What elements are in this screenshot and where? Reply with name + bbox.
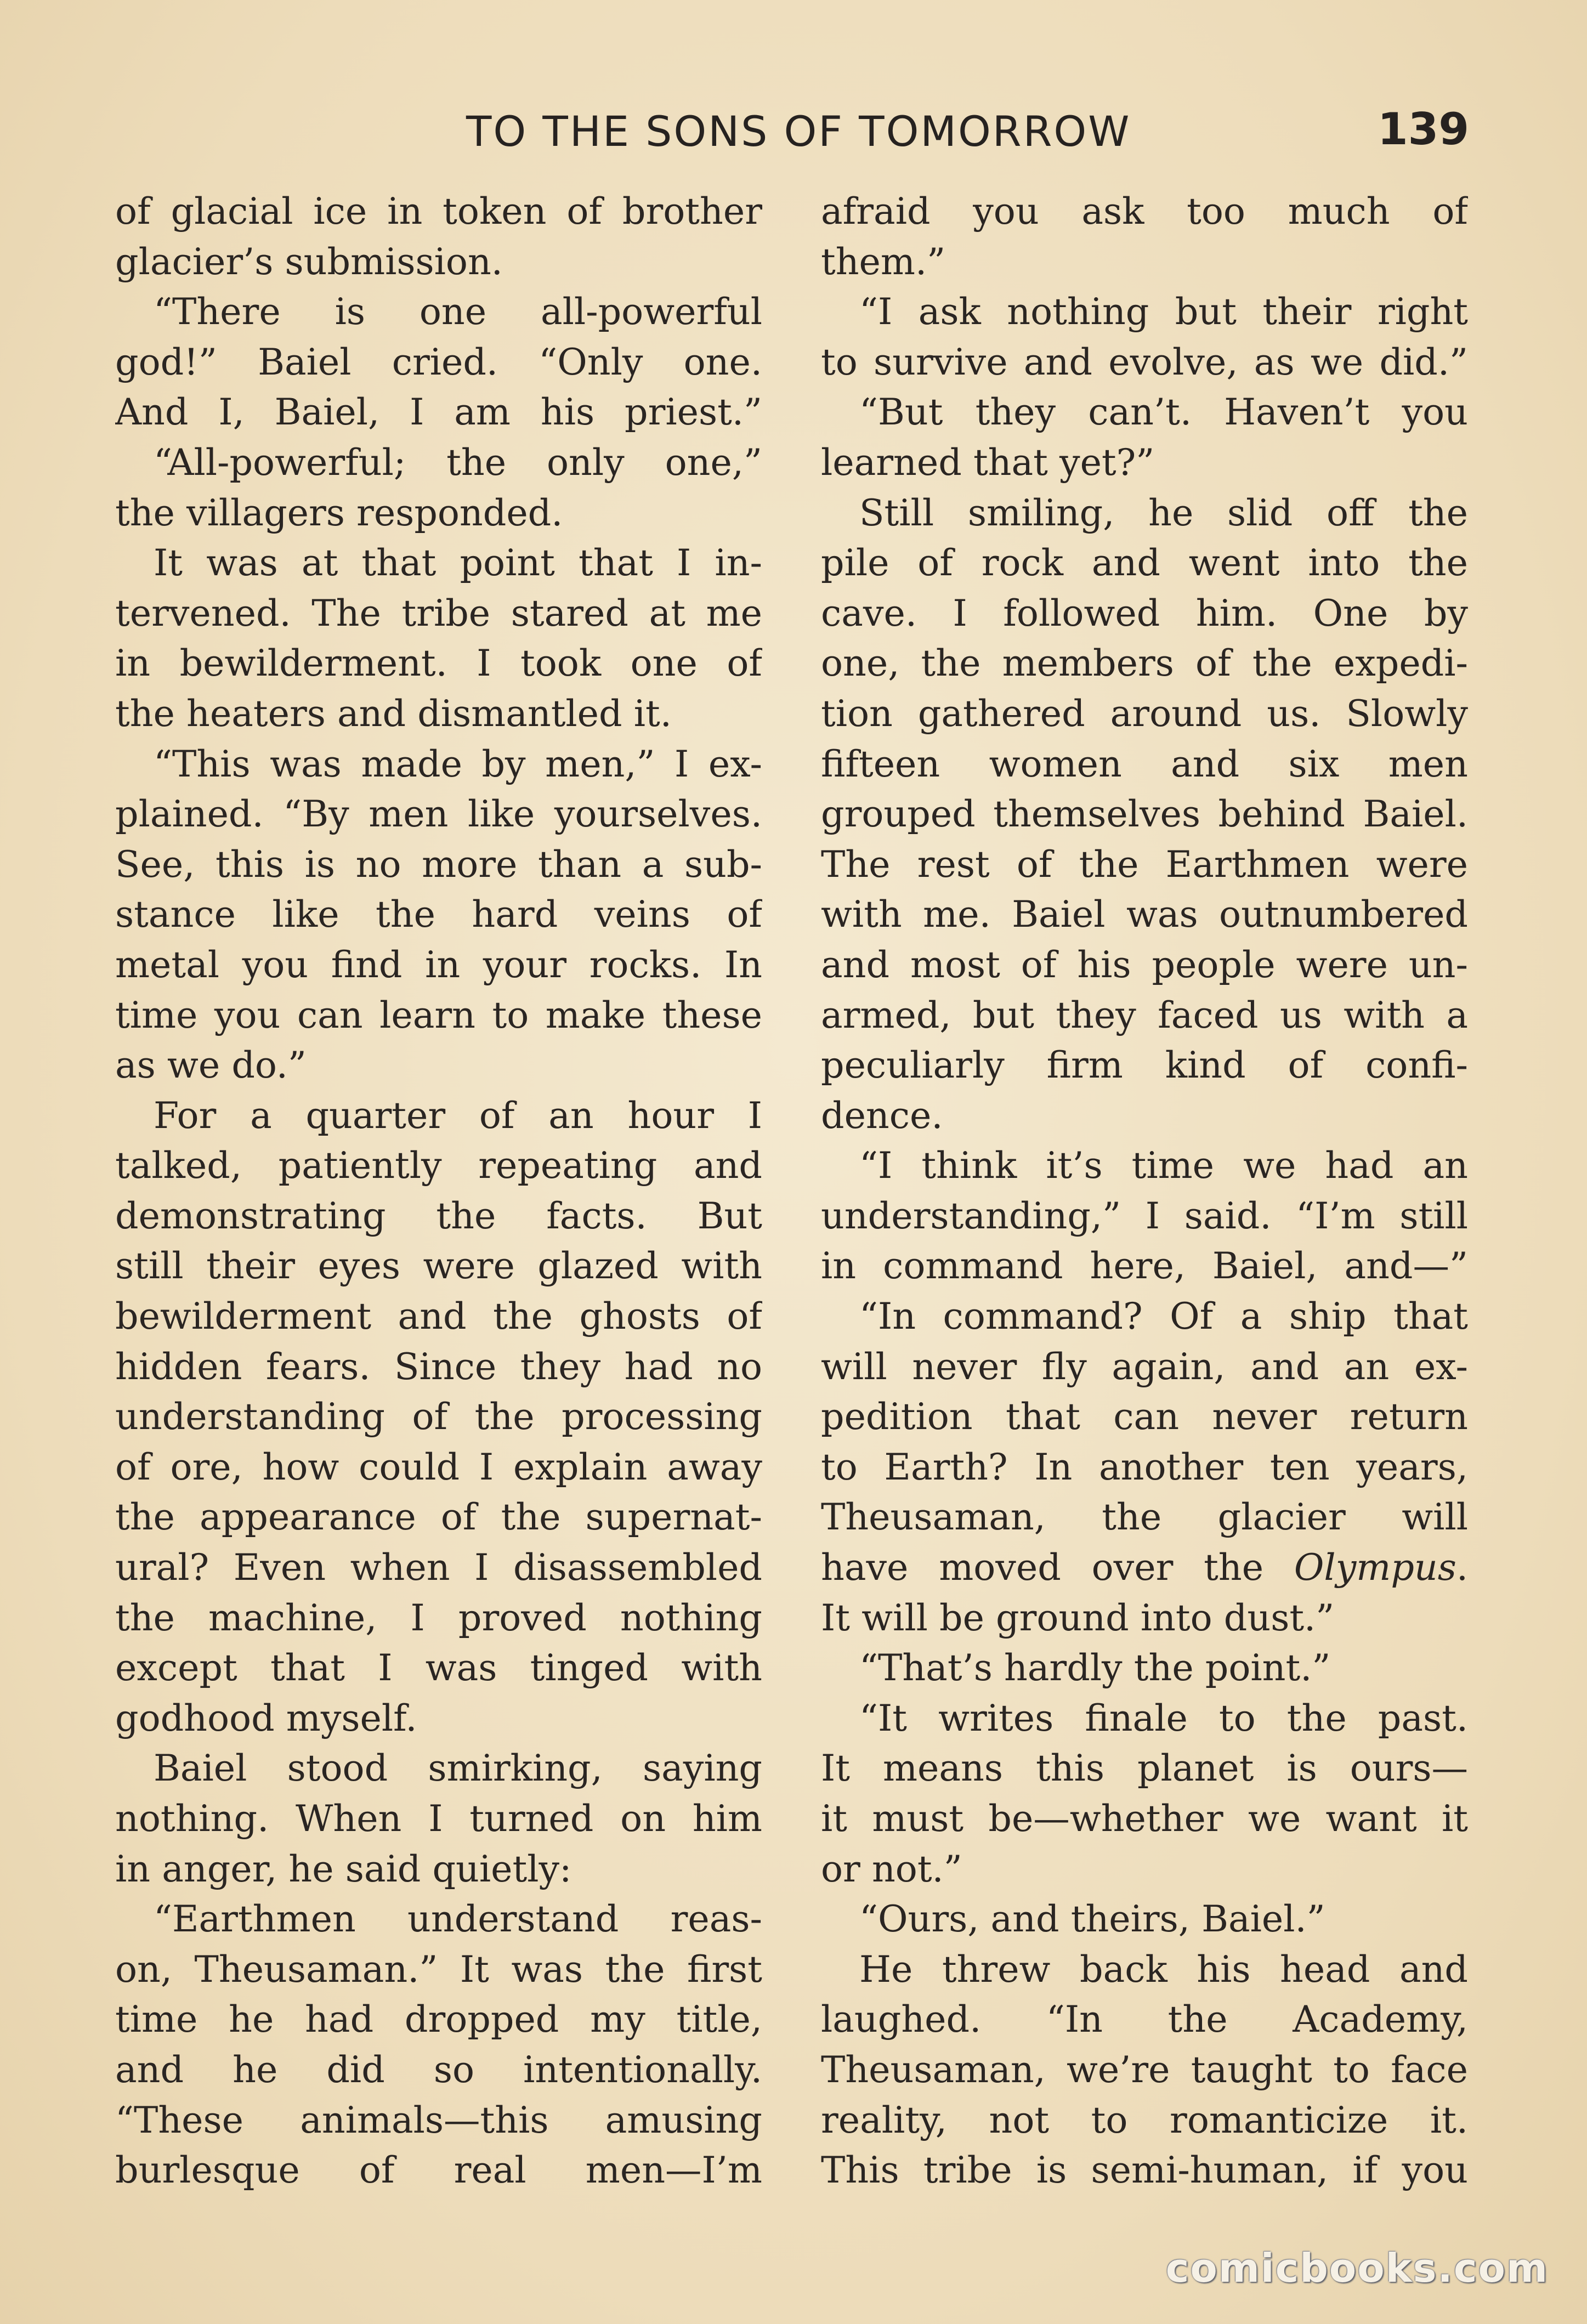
text-line: “I think it’s time we had an [859, 1144, 1468, 1187]
text-line: And I, Baiel, I am his priest.” [115, 390, 762, 434]
watermark-logo: comicbooks.com [1165, 2245, 1549, 2291]
text-line: stance like the hard veins of [115, 893, 762, 936]
text-line: will never fly again, and an ex- [821, 1345, 1468, 1388]
text-line: “I ask nothing but their right [859, 290, 1468, 333]
ship-name: Olympus [1294, 1546, 1456, 1589]
text-line: one, the members of the expedi- [821, 642, 1468, 685]
text-line: “But they can’t. Haven’t you [859, 390, 1468, 434]
text-line: in command here, Baiel, and—” [821, 1244, 1468, 1288]
text-line: godhood myself. [115, 1696, 417, 1739]
text-line: pedition that can never return [821, 1395, 1468, 1438]
text-line: It will be ground into dust.” [821, 1596, 1335, 1639]
text-line: bewilderment and the ghosts of [115, 1295, 762, 1338]
text-line: burlesque of real men—I’m [115, 2149, 762, 2192]
text-line: tervened. The tribe stared at me [115, 591, 762, 634]
text-line: “All-powerful; the only one,” [154, 440, 762, 484]
text-line: tion gathered around us. Slowly [821, 691, 1468, 735]
text-line: to Earth? In another ten years, [821, 1445, 1468, 1488]
text-line: of glacial ice in token of brother [115, 190, 762, 233]
text-line: “Ours, and theirs, Baiel.” [859, 1897, 1325, 1941]
text-line: as we do.” [115, 1044, 307, 1087]
text-line: to survive and evolve, as we did.” [821, 340, 1468, 383]
text-line: on, Theusaman.” It was the first [115, 1947, 762, 1991]
text-line: “There is one all-powerful [154, 290, 762, 333]
text-line: glacier’s submission. [115, 240, 503, 283]
text-line: armed, but they faced us with a [821, 993, 1468, 1036]
text-line: Still smiling, he slid off the [859, 491, 1468, 534]
text-line: See, this is no more than a sub- [115, 842, 762, 886]
text-line: peculiarly firm kind of confi- [821, 1044, 1468, 1087]
text-line: afraid you ask too much of [821, 190, 1468, 233]
text-line: cave. I followed him. One by [821, 591, 1468, 634]
text-line: “That’s hardly the point.” [859, 1646, 1331, 1690]
text-line: with me. Baiel was outnumbered [821, 893, 1468, 936]
text-line: still their eyes were glazed with [115, 1244, 762, 1288]
right-text-column [821, 186, 1468, 2196]
text-line: in bewilderment. I took one of [115, 642, 762, 685]
text-line: “It writes finale to the past. [859, 1696, 1468, 1739]
text-line: and he did so intentionally. [115, 2048, 762, 2091]
text-line: demonstrating the facts. But [115, 1194, 762, 1237]
text-line: It means this planet is ours— [821, 1747, 1468, 1790]
text-line: talked, patiently repeating and [115, 1144, 762, 1187]
text-line: “Earthmen understand reas- [154, 1897, 762, 1941]
text-line: learned that yet?” [821, 440, 1155, 484]
text-line: the appearance of the supernat- [115, 1495, 762, 1539]
text-line: fifteen women and six men [821, 742, 1468, 785]
text-line: god!” Baiel cried. “Only one. [115, 340, 762, 383]
text-line: the machine, I proved nothing [115, 1596, 762, 1639]
text-line: except that I was tinged with [115, 1646, 762, 1690]
running-title: TO THE SONS OF TOMORROW [466, 107, 1131, 156]
text-line: grouped themselves behind Baiel. [821, 792, 1468, 836]
text-line: them.” [821, 240, 946, 283]
text-line: Baiel stood smirking, saying [154, 1747, 762, 1790]
text-line: reality, not to romanticize it. [821, 2098, 1468, 2141]
text-line: in anger, he said quietly: [115, 1847, 572, 1890]
text-line: pile of rock and went into the [821, 541, 1468, 585]
text-line: the heaters and dismantled it. [115, 691, 672, 735]
text-line: This tribe is semi-human, if you [821, 2149, 1468, 2192]
text-line: For a quarter of an hour I [154, 1093, 762, 1137]
text-line: time you can learn to make these [115, 993, 762, 1036]
text-line: He threw back his head and [859, 1947, 1468, 1991]
text-line: metal you find in your rocks. In [115, 943, 762, 986]
text-line: dence. [821, 1093, 943, 1137]
text-line: understanding,” I said. “I’m still [821, 1194, 1468, 1237]
text-line: understanding of the processing [115, 1395, 762, 1438]
text-line: of ore, how could I explain away [115, 1445, 762, 1488]
text-line: hidden fears. Since they had no [115, 1345, 762, 1388]
text-line: “This was made by men,” I ex- [154, 742, 762, 785]
text-line: “These animals—this amusing [115, 2098, 762, 2141]
text-line: “In command? Of a ship that [859, 1295, 1468, 1338]
text-line: have moved over the Olympus. [821, 1546, 1468, 1589]
text-line: The rest of the Earthmen were [821, 842, 1468, 886]
text-line: Theusaman, we’re taught to face [821, 2048, 1468, 2091]
text-line: Theusaman, the glacier will [821, 1495, 1468, 1539]
text-line: or not.” [821, 1847, 962, 1890]
text-line: It was at that point that I in- [154, 541, 762, 585]
text-line: ural? Even when I disassembled [115, 1546, 762, 1589]
page-header [0, 104, 1587, 167]
text-line: plained. “By men like yourselves. [115, 792, 762, 836]
page-number: 139 [1378, 104, 1469, 155]
text-line: and most of his people were un- [821, 943, 1468, 986]
text-line: the villagers responded. [115, 491, 563, 534]
text-line: nothing. When I turned on him [115, 1797, 762, 1840]
text-line: it must be—whether we want it [821, 1797, 1468, 1840]
text-line: laughed. “In the Academy, [821, 1998, 1468, 2041]
text-line: time he had dropped my title, [115, 1998, 762, 2041]
left-text-column [115, 186, 762, 2196]
